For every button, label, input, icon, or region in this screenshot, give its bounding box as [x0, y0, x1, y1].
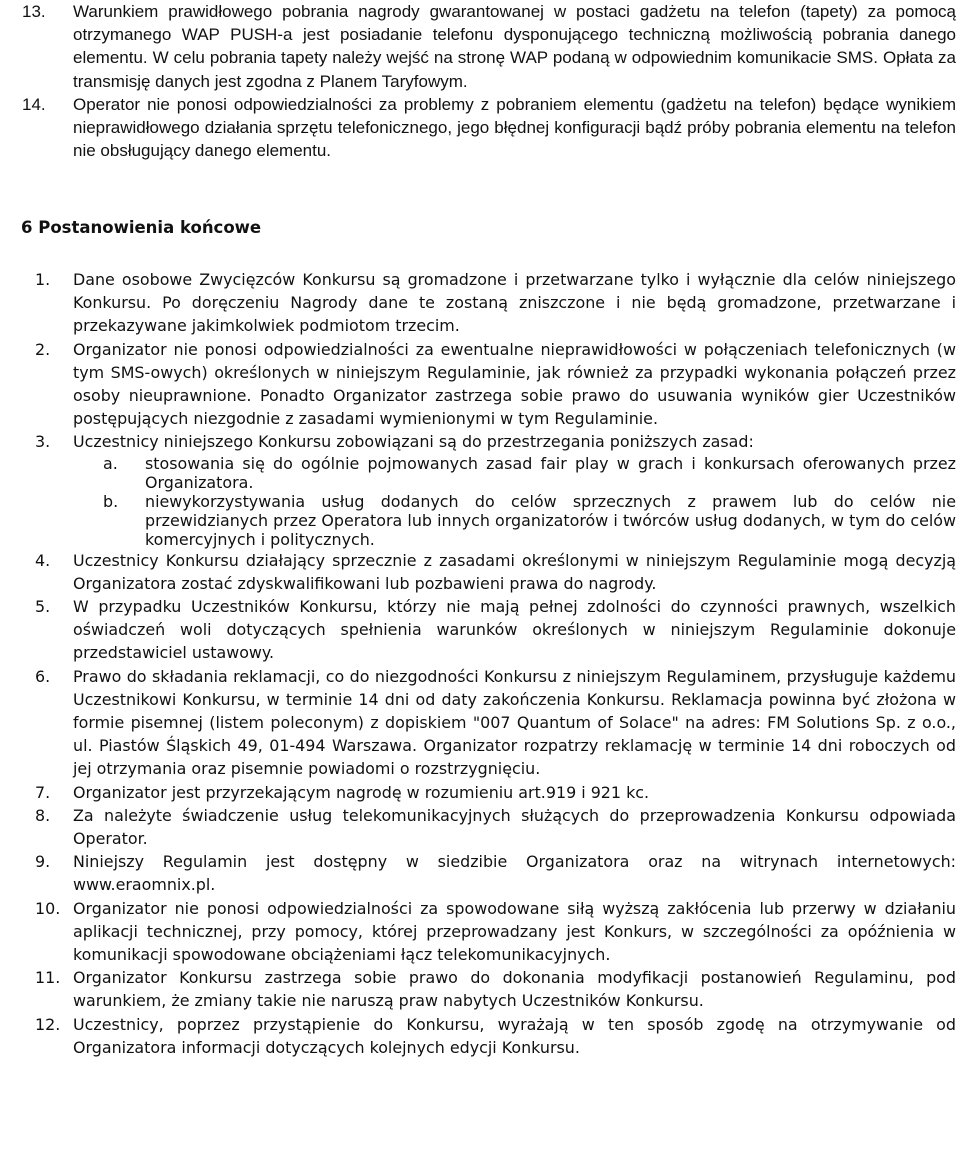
item-number: 13. — [22, 2, 46, 21]
item-text: Organizator nie ponosi odpowiedzialności za ewentualne nieprawidłowości w połączeniach telefonicznych (w tym SMS-owych) określonych w niniejszym Regulaminie, jak również za przypadki wykonania połączeń przez osoby nieuprawnione. Ponadto Organizator zastrzega sobie prawo do usuwania wyników gier Uczestników postępujących niezgodnie z zasadami wymienionymi w tym Regulaminie. — [73, 339, 956, 429]
item-number: 7. — [35, 782, 51, 802]
section-heading: 6 Postanowienia końcowe — [21, 218, 262, 237]
item-text: Organizator jest przyrzekającym nagrodę w rozumieniu art.919 i 921 kc. — [73, 782, 650, 802]
item-text: Uczestnicy niniejszego Konkursu zobowiązani są do przestrzegania poniższych zasad: — [73, 432, 754, 452]
item-number: 1. — [35, 270, 51, 289]
item-text: Niniejszy Regulamin jest dostępny w siedzibie Organizatora oraz na witrynach internetowych: www.eraomnix.pl. — [73, 852, 956, 895]
final-provisions-list — [35, 268, 956, 1059]
sub-item-letter: b. — [103, 491, 119, 511]
item-text: Uczestnicy Konkursu działający sprzecznie z zasadami określonymi w niniejszym Regulaminie mogą decyzją Organizatora zostać zdyskwalifikowani lub pozbawieni prawa do nagrody. — [73, 550, 956, 593]
item-number: 4. — [35, 550, 51, 570]
sub-item-text: niewykorzystywania usług dodanych do celów sprzecznych z prawem lub do celów nie przewidzianych przez Operatora lub innych organizatorów i twórców usług dodanych, w tym do celów komercyjnych i politycznych. — [145, 491, 956, 549]
item-number: 2. — [35, 339, 51, 359]
item-number: 12. — [35, 1014, 61, 1034]
sub-item-letter: a. — [103, 453, 118, 473]
item-text: Organizator Konkursu zastrzega sobie prawo do dokonania modyfikacji postanowień Regulaminu, pod warunkiem, że zmiany takie nie naruszą praw nabytych Uczestników Konkursu. — [73, 968, 956, 1011]
sub-list-item — [103, 454, 956, 492]
list-item — [22, 93, 956, 163]
list-item — [35, 850, 956, 896]
item-text: Uczestnicy, poprzez przystąpienie do Konkursu, wyrażają w ten sposób zgodę na otrzymywanie od Organizatora informacji dotyczących kolejnych edycji Konkursu. — [73, 1014, 956, 1057]
item-text: Dane osobowe Zwycięzców Konkursu są gromadzone i przetwarzane tylko i wyłącznie dla celów niniejszego Konkursu. Po doręczeniu Nagrody dane te zostaną zniszczone i nie będą gromadzone, przetwarzane i przekazywane jakimkolwiek podmiotom trzecim. — [73, 270, 956, 336]
list-item — [22, 0, 956, 93]
item-text: W przypadku Uczestników Konkursu, którzy nie mają pełnej zdolności do czynności prawnych, wszelkich oświadczeń woli dotyczących spełnienia warunków określonych w niniejszym Regulaminie dokonuje przedstawiciel ustawowy. — [73, 597, 956, 663]
list-item — [35, 781, 956, 804]
item-number: 11. — [35, 968, 61, 988]
item-text: Organizator nie ponosi odpowiedzialności za spowodowane siłą wyższą zakłócenia lub przerwy w działaniu aplikacji technicznej, przy pomocy, której przeprowadzany jest Konkurs, w szczególności za opóźnienia w komunikacji spowodowane obciążeniami łącz telekomunikacyjnych. — [73, 898, 956, 965]
item-number: 9. — [35, 852, 51, 872]
item-number: 14. — [22, 94, 46, 114]
list-item — [35, 549, 956, 595]
prize-terms-list — [22, 0, 956, 162]
list-item — [35, 966, 956, 1012]
list-item — [35, 430, 956, 453]
item-text: Warunkiem prawidłowego pobrania nagrody gwarantowanej w postaci gadżetu na telefon (tapety) za pomocą otrzymanego WAP PUSH-a jest posiadanie telefonu dysponującego techniczną możliwością pobrania danego elementu. W celu pobrania tapety należy wejść na stronę WAP podaną w odpowiednim komunikacie SMS. Opłata za transmisję danych jest zgodna z Planem Taryfowym. — [73, 2, 956, 91]
item-number: 10. — [35, 898, 61, 918]
item-number: 6. — [35, 666, 51, 686]
item-text: Za należyte świadczenie usług telekomunikacyjnych służących do przeprowadzenia Konkursu odpowiada Operator. — [73, 805, 956, 849]
list-item — [35, 595, 956, 665]
list-item — [35, 804, 956, 850]
item-number: 5. — [35, 597, 51, 617]
list-item — [35, 268, 956, 338]
item-text: Operator nie ponosi odpowiedzialności za problemy z pobraniem elementu (gadżetu na telefon) będące wynikiem nieprawidłowego działania sprzętu telefonicznego, jego błędnej konfiguracji bądź próby pobrania elementu na telefon nie obsługujący danego elementu. — [73, 94, 956, 161]
list-item — [35, 338, 956, 431]
item-number: 8. — [35, 805, 51, 825]
item-number: 3. — [35, 432, 51, 452]
list-item — [35, 665, 956, 781]
item-text: Prawo do składania reklamacji, co do niezgodności Konkursu z niniejszym Regulaminem, przysługuje każdemu Uczestnikowi Konkursu, w terminie 14 dni od daty zakończenia Konkursu. Reklamacja powinna być złożona w formie pisemnej (listem poleconym) z dopiskiem "007 Quantum of Solace" na adres: FM Solutions Sp. z o.o., ul. Piastów Śląskich 49, 01-494 Warszawa. Organizator rozpatrzy reklamację w terminie 14 dni roboczych od jej otrzymania oraz pisemnie powiadomi o rozstrzygnięciu. — [73, 666, 956, 779]
sub-list-item — [103, 492, 956, 549]
list-item — [35, 1013, 956, 1059]
list-item — [35, 897, 956, 967]
sub-item-text: stosowania się do ogólnie pojmowanych zasad fair play w grach i konkursach oferowanych przez Organizatora. — [145, 453, 956, 492]
